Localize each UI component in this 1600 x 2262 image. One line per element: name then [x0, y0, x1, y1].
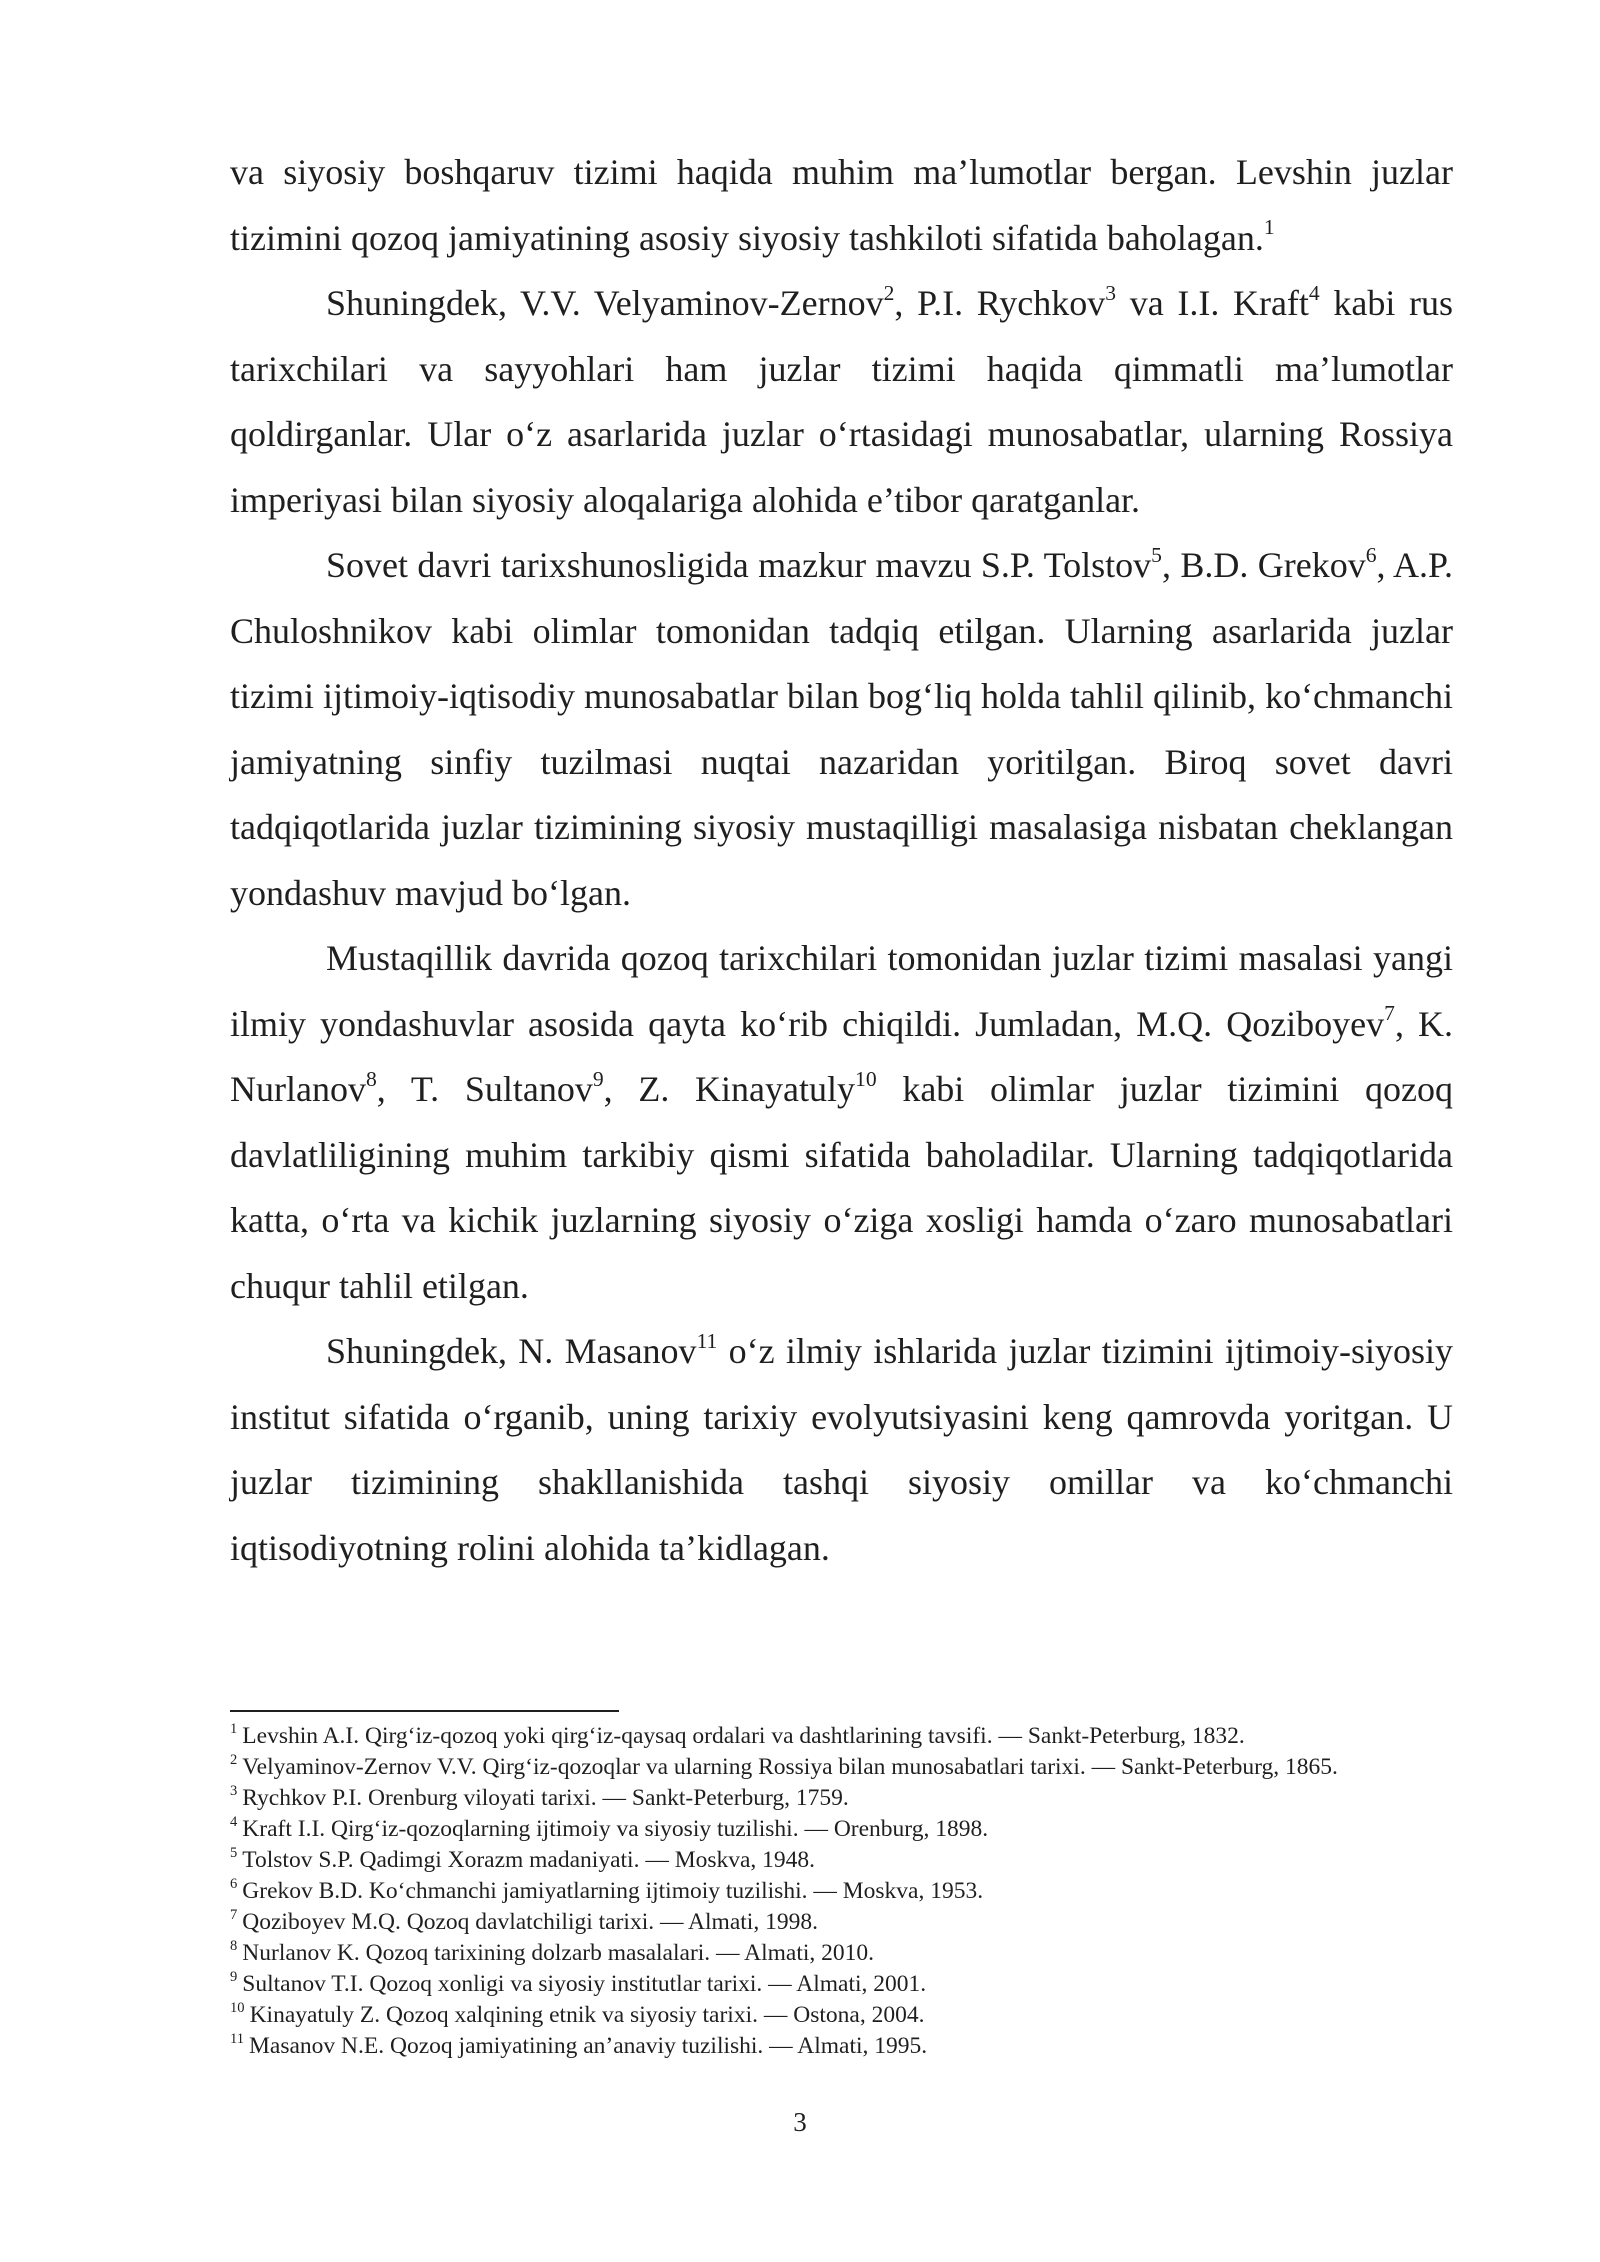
paragraph-text: , B.D. Grekov — [1161, 545, 1366, 585]
footnote-9 — [230, 1969, 1460, 2000]
paragraph-1 — [230, 140, 1453, 271]
footnote-number: 3 — [230, 1783, 238, 1800]
paragraph-text: , P.I. Rychkov — [894, 283, 1106, 323]
footnote-number: 8 — [230, 1938, 238, 1955]
footnote-text: Masanov N.E. Qozoq jamiyatining an’anaviy tuzilishi. — Almati, 1995. — [249, 2033, 928, 2059]
footnote-ref[interactable]: 6 — [1365, 542, 1377, 567]
paragraph-text: va I.I. Kraft — [1116, 283, 1309, 323]
page-number: 3 — [793, 2107, 807, 2137]
paragraph-text: kabi rus tarixchilari va sayyohlari ham juzlar tizimi haqida qimmatli ma’lumotlar qoldirganlar. Ular o‘z asarlarida juzlar o‘rtasidagi munosabatlar, ularning Rossiya imperiyasi bilan siyosiy aloqalariga alohida e’tibor qaratganlar. — [230, 283, 1453, 520]
footnote-separator — [230, 1710, 619, 1712]
footnote-number: 10 — [230, 2000, 245, 2017]
paragraph-3 — [230, 533, 1453, 926]
footnote-11 — [230, 2031, 1460, 2062]
paragraph-text: , A.P. Chuloshnikov kabi olimlar tomonidan tadqiq etilgan. Ularning asarlarida juzlar tizimi ijtimoiy-iqtisodiy munosabatlar bilan bog‘liq holda tahlil qilinib, ko‘chmanchi jamiyatning sinfiy tuzilmasi nuqtai nazaridan yoritilgan. Biroq sovet davri tadqiqotlarida juzlar tizimining siyosiy mustaqilligi masalasiga nisbatan cheklangan yondashuv mavjud bo‘lgan. — [230, 545, 1453, 913]
footnote-ref[interactable]: 2 — [883, 280, 895, 305]
footnote-number: 1 — [230, 1721, 238, 1738]
footnote-4 — [230, 1814, 1460, 1845]
footnote-ref[interactable]: 3 — [1105, 280, 1117, 305]
footnote-text: Kraft I.I. Qirg‘iz-qozoqlarning ijtimoiy va siyosiy tuzilishi. — Orenburg, 1898. — [242, 1816, 989, 1842]
paragraph-text: Shuningdek, N. Masanov — [326, 1331, 697, 1371]
footnote-ref[interactable]: 8 — [365, 1066, 377, 1091]
footnote-ref[interactable]: 10 — [855, 1066, 877, 1091]
footnote-number: 2 — [230, 1752, 238, 1769]
footnote-5 — [230, 1845, 1460, 1876]
footnote-1 — [230, 1721, 1460, 1752]
body-text — [230, 140, 1453, 1581]
footnote-number: 7 — [230, 1907, 238, 1924]
paragraph-text: Shuningdek, V.V. Velyaminov-Zernov — [326, 283, 884, 323]
footnote-6 — [230, 1876, 1460, 1907]
footnote-text: Levshin A.I. Qirg‘iz-qozoq yoki qirg‘iz-qaysaq ordalari va dashtlarining tavsifi. — Sankt-Peterburg, 1832. — [242, 1723, 1245, 1749]
footnote-2 — [230, 1752, 1460, 1783]
paragraph-5 — [230, 1319, 1453, 1581]
footnote-3 — [230, 1783, 1460, 1814]
paragraph-text: Sovet davri tarixshunosligida mazkur mavzu S.P. Tolstov — [326, 545, 1152, 585]
footnote-ref[interactable]: 1 — [1263, 215, 1275, 240]
footnote-text: Rychkov P.I. Orenburg viloyati tarixi. — Sankt-Peterburg, 1759. — [242, 1785, 849, 1811]
footnote-ref[interactable]: 11 — [696, 1328, 718, 1353]
footnote-ref[interactable]: 5 — [1151, 542, 1162, 567]
footnote-number: 11 — [230, 2031, 245, 2048]
paragraph-text: , T. Sultanov — [376, 1069, 593, 1109]
footnote-number: 4 — [230, 1814, 238, 1831]
paragraph-4 — [230, 926, 1453, 1319]
footnote-text: Sultanov T.I. Qozoq xonligi va siyosiy institutlar tarixi. — Almati, 2001. — [242, 1971, 927, 1997]
footnote-7 — [230, 1907, 1460, 1938]
footnote-ref[interactable]: 4 — [1308, 280, 1320, 305]
footnote-ref[interactable]: 7 — [1384, 1001, 1395, 1026]
footnote-text: Kinayatuly Z. Qozoq xalqining etnik va siyosiy tarixi. — Ostona, 2004. — [249, 2002, 925, 2028]
footnote-text: Qoziboyev M.Q. Qozoq davlatchiligi tarixi. — Almati, 1998. — [242, 1909, 818, 1935]
footnote-text: Tolstov S.P. Qadimgi Xorazm madaniyati. — Moskva, 1948. — [242, 1847, 816, 1873]
footnote-number: 9 — [230, 1969, 238, 1986]
paragraph-2 — [230, 271, 1453, 533]
paragraph-text: Mustaqillik davrida qozoq tarixchilari tomonidan juzlar tizimi masalasi yangi ilmiy yondashuvlar asosida qayta ko‘rib chiqildi. Jumladan, M.Q. Qoziboyev — [230, 938, 1453, 1044]
footnote-ref[interactable]: 9 — [592, 1066, 604, 1091]
paragraph-text: , K. Nurlanov — [230, 1003, 1453, 1109]
footnote-text: Grekov B.D. Ko‘chmanchi jamiyatlarning ijtimoiy tuzilishi. — Moskva, 1953. — [242, 1878, 984, 1904]
footnote-number: 6 — [230, 1876, 238, 1893]
paragraph-text: va siyosiy boshqaruv tizimi haqida muhim ma’lumotlar bergan. Levshin juzlar tizimini qozoq jamiyatining asosiy siyosiy tashkiloti sifatida baholagan. — [230, 152, 1453, 258]
footnote-text: Nurlanov K. Qozoq tarixining dolzarb masalalari. — Almati, 2010. — [242, 1940, 875, 1966]
footnote-text: Velyaminov-Zernov V.V. Qirg‘iz-qozoqlar va ularning Rossiya bilan munosabatlari tarixi. — Sankt-Peterburg, 1865. — [242, 1754, 1338, 1780]
footnote-8 — [230, 1938, 1460, 1969]
paragraph-text: , Z. Kinayatuly — [603, 1069, 856, 1109]
footnotes — [230, 1721, 1460, 2062]
footnote-10 — [230, 2000, 1460, 2031]
paragraph-text: kabi olimlar juzlar tizimini qozoq davlatliligining muhim tarkibiy qismi sifatida baholadilar. Ularning tadqiqotlarida katta, o‘rta va kichik juzlarning siyosiy o‘ziga xosligi hamda o‘zaro munosabatlari chuqur tahlil etilgan. — [230, 1069, 1454, 1306]
footnote-number: 5 — [230, 1845, 238, 1862]
paragraph-text: o‘z ilmiy ishlarida juzlar tizimini ijtimoiy-siyosiy institut sifatida o‘rganib, uning tarixiy evolyutsiyasini keng qamrovda yoritgan. U juzlar tizimining shakllanishida tashqi siyosiy omillar va ko‘chmanchi iqtisodiyotning rolini alohida ta’kidlagan. — [230, 1331, 1453, 1568]
